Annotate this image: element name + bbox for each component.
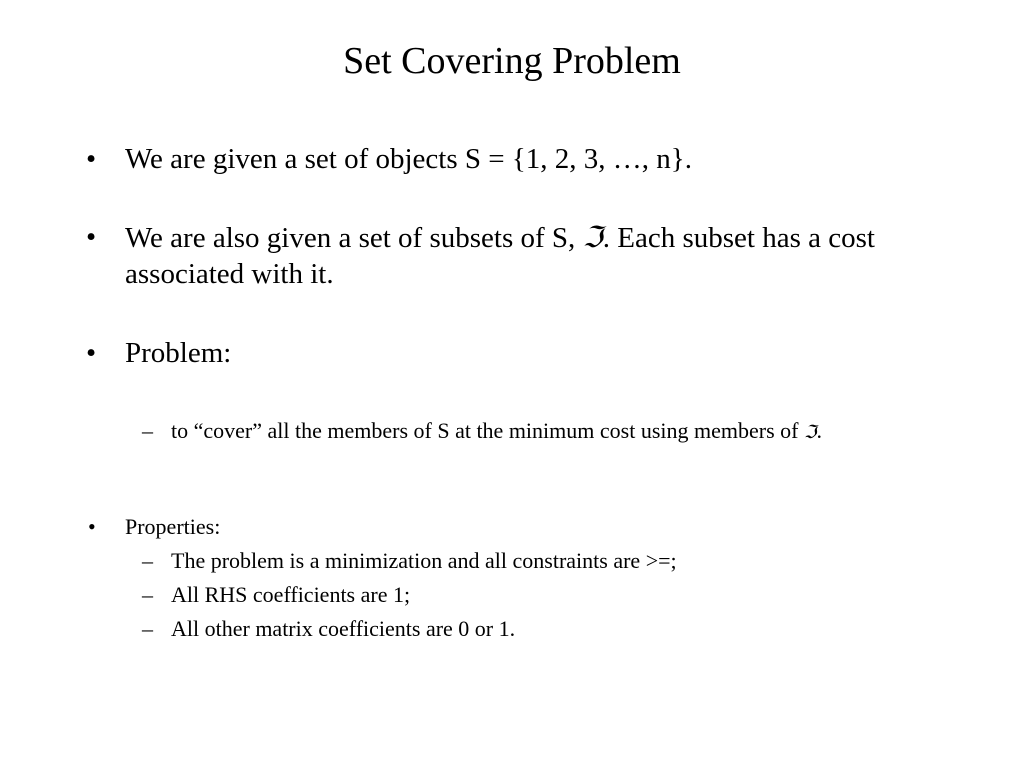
sub-item-text: The problem is a minimization and all constraints are >=; (171, 548, 677, 573)
bullet-text-before: We are also given a set of subsets of S, (125, 222, 583, 254)
bullet-marker: • (86, 221, 97, 253)
bullet-text-after: . Each subset has a cost associated with it. (125, 222, 875, 290)
sub-item-text (171, 417, 891, 447)
bullet-text: Properties: (125, 514, 221, 539)
bullet-text: We are given a set of objects S = {1, 2, 3, …, n}. (125, 143, 692, 175)
bullet-text (125, 219, 945, 292)
dash-marker: – (142, 418, 153, 443)
bullet-marker: • (86, 337, 97, 369)
sub-text-after: . (816, 418, 823, 443)
script-f-symbol: ℑ (803, 422, 817, 443)
sub-item-text: All RHS coefficients are 1; (171, 582, 411, 607)
dash-marker: – (142, 548, 153, 573)
dash-marker: – (142, 616, 153, 641)
script-f-symbol: ℑ (582, 220, 603, 254)
sub-item-text: All other matrix coefficients are 0 or 1. (171, 616, 516, 641)
bullet-marker: • (88, 514, 96, 539)
bullet-marker: • (86, 143, 97, 175)
dash-marker: – (142, 582, 153, 607)
bullet-text: Problem: (125, 337, 232, 369)
slide-title: Set Covering Problem (343, 40, 681, 82)
sub-text-before: to “cover” all the members of S at the minimum cost using members of (171, 418, 804, 443)
